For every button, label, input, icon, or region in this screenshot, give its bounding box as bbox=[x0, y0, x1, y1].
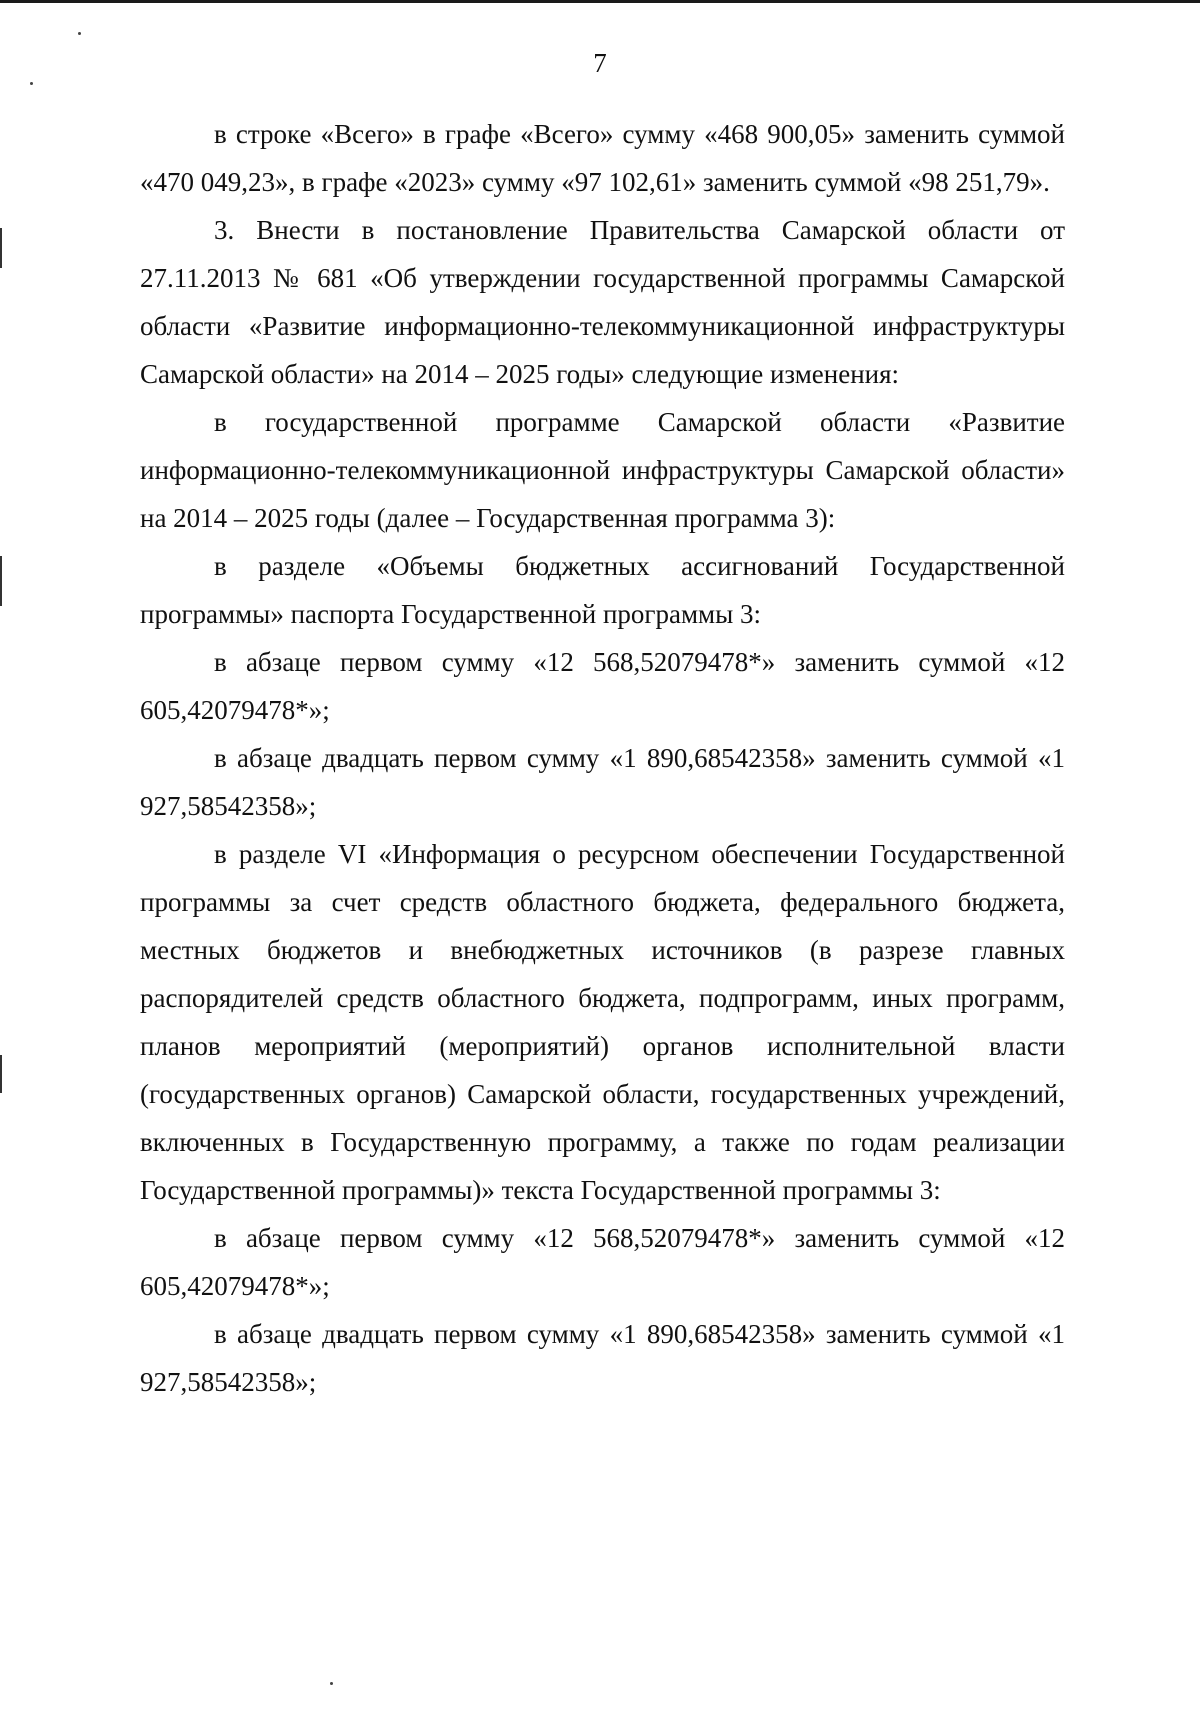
document-body bbox=[140, 110, 1065, 1406]
paragraph: в абзаце двадцать первом сумму «1 890,68542358» заменить суммой «1 927,58542358»; bbox=[140, 743, 1065, 821]
paragraph: в разделе «Объемы бюджетных ассигнований Государственной программы» паспорта Государственной программы 3: bbox=[140, 551, 1065, 629]
scan-speck bbox=[330, 1682, 333, 1685]
paragraph: в строке «Всего» в графе «Всего» сумму «468 900,05» заменить суммой «470 049,23», в графе «2023» сумму «97 102,61» заменить суммой «98 251,79». bbox=[140, 119, 1065, 197]
scan-margin-mark bbox=[0, 228, 2, 268]
paragraph: в абзаце первом сумму «12 568,52079478*» заменить суммой «12 605,42079478*»; bbox=[140, 1223, 1065, 1301]
scan-speck bbox=[78, 32, 81, 35]
paragraph: в разделе VI «Информация о ресурсном обеспечении Государственной программы за счет средств областного бюджета, федерального бюджета, местных бюджетов и внебюджетных источников (в разрезе главных распорядителей средств областного бюджета, подпрограмм, иных программ, планов мероприятий (мероприятий) органов исполнительной власти (государственных органов) Самарской области, государственных учреждений, включенных в Государственную программу, а также по годам реализации Государственной программы)» текста Государственной программы 3: bbox=[140, 839, 1065, 1205]
paragraph: в государственной программе Самарской области «Развитие информационно-телекоммуникационной инфраструктуры Самарской области» на 2014 – 2025 годы (далее – Государственная программа 3): bbox=[140, 407, 1065, 533]
paragraph: 3. Внести в постановление Правительства Самарской области от 27.11.2013 № 681 «Об утверждении государственной программы Самарской области «Развитие информационно-телекоммуникационной инфраструктуры Самарской области» на 2014 – 2025 годы» следующие изменения: bbox=[140, 215, 1065, 389]
scan-margin-mark bbox=[0, 556, 2, 606]
scan-margin-mark bbox=[0, 1055, 2, 1093]
scan-speck bbox=[30, 82, 33, 85]
paragraph: в абзаце первом сумму «12 568,52079478*» заменить суммой «12 605,42079478*»; bbox=[140, 647, 1065, 725]
paragraph: в абзаце двадцать первом сумму «1 890,68542358» заменить суммой «1 927,58542358»; bbox=[140, 1319, 1065, 1397]
page-number: 7 bbox=[593, 48, 607, 78]
scan-top-edge bbox=[0, 0, 1200, 3]
